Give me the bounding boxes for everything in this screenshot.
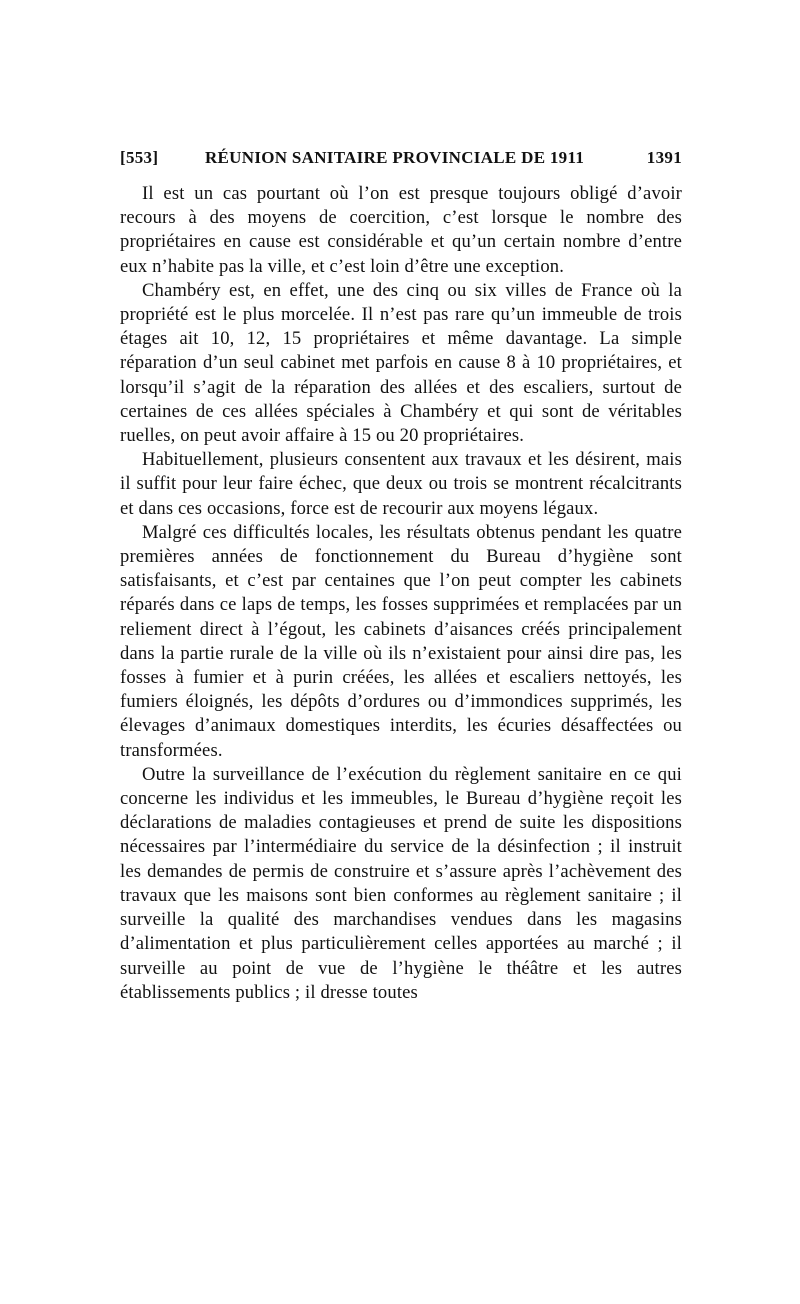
paragraph-2: Chambéry est, en effet, une des cinq ou six villes de France où la propriété est le plus morcelée. Il n’est pas rare qu’un immeuble de trois étages ait 10, 12, 15 propriétaires et même davantage. La simple réparation d’un seul cabinet met parfois en cause 8 à 10 propriétaires, et lorsqu’il s’agit de la réparation des allées et des escaliers, surtout de certaines de ces allées spéciales à Chambéry et qui sont de véritables ruelles, on peut avoir affaire à 15 ou 20 propriétaires. xyxy=(120,279,682,447)
page-reference: [553] xyxy=(120,148,159,167)
paragraph-5: Outre la surveillance de l’exécution du règlement sanitaire en ce qui concerne les individus et les immeubles, le Bureau d’hygiène reçoit les déclarations de maladies contagieuses et prend de suite les dispositions nécessaires par l’intermédiaire du service de la désinfection ; il instruit les demandes de permis de construire et s’assure après l’achèvement des travaux que les maisons sont bien conformes au règlement sanitaire ; il surveille la qualité des marchandises vendues dans les magasins d’alimentation et plus particulièrement celles apportées au marché ; il surveille au point de vue de l’hygiène le théâtre et les autres établissements publics ; il dresse toutes xyxy=(120,763,682,1003)
page-number: 1391 xyxy=(646,148,682,167)
running-head xyxy=(120,148,682,182)
book-page xyxy=(120,148,682,1005)
paragraph-3: Habituellement, plusieurs consentent aux travaux et les désirent, mais il suffit pour leur faire échec, que deux ou trois se montrent récalcitrants et dans ces occasions, force est de recourir aux moyens légaux. xyxy=(120,449,682,519)
paragraph-4: Malgré ces difficultés locales, les résultats obtenus pendant les quatre premières années de fonctionnement du Bureau d’hygiène sont satisfaisants, et c’est par centaines que l’on peut compter les cabinets réparés dans ce laps de temps, les fosses supprimées et remplacées par un reliement direct à l’égout, les cabinets d’aisances créés principalement dans la partie rurale de la ville où ils n’existaient pour ainsi dire pas, les fosses à fumier et à purin créées, les allées et escaliers nettoyés, les fumiers éloignés, les dépôts d’ordures ou d’immondices supprimés, les élevages d’animaux domestiques interdits, les écuries désaffectées ou transformées. xyxy=(120,521,682,761)
paragraph-1: Il est un cas pourtant où l’on est presque toujours obligé d’avoir recours à des moyens de coercition, c’est lorsque le nombre des propriétaires en cause est considérable et qu’un certain nombre d’entre eux n’habite pas la ville, et c’est loin d’être une exception. xyxy=(120,183,682,277)
body-text xyxy=(120,182,682,1005)
running-title: RÉUNION SANITAIRE PROVINCIALE DE 1911 xyxy=(204,148,585,167)
